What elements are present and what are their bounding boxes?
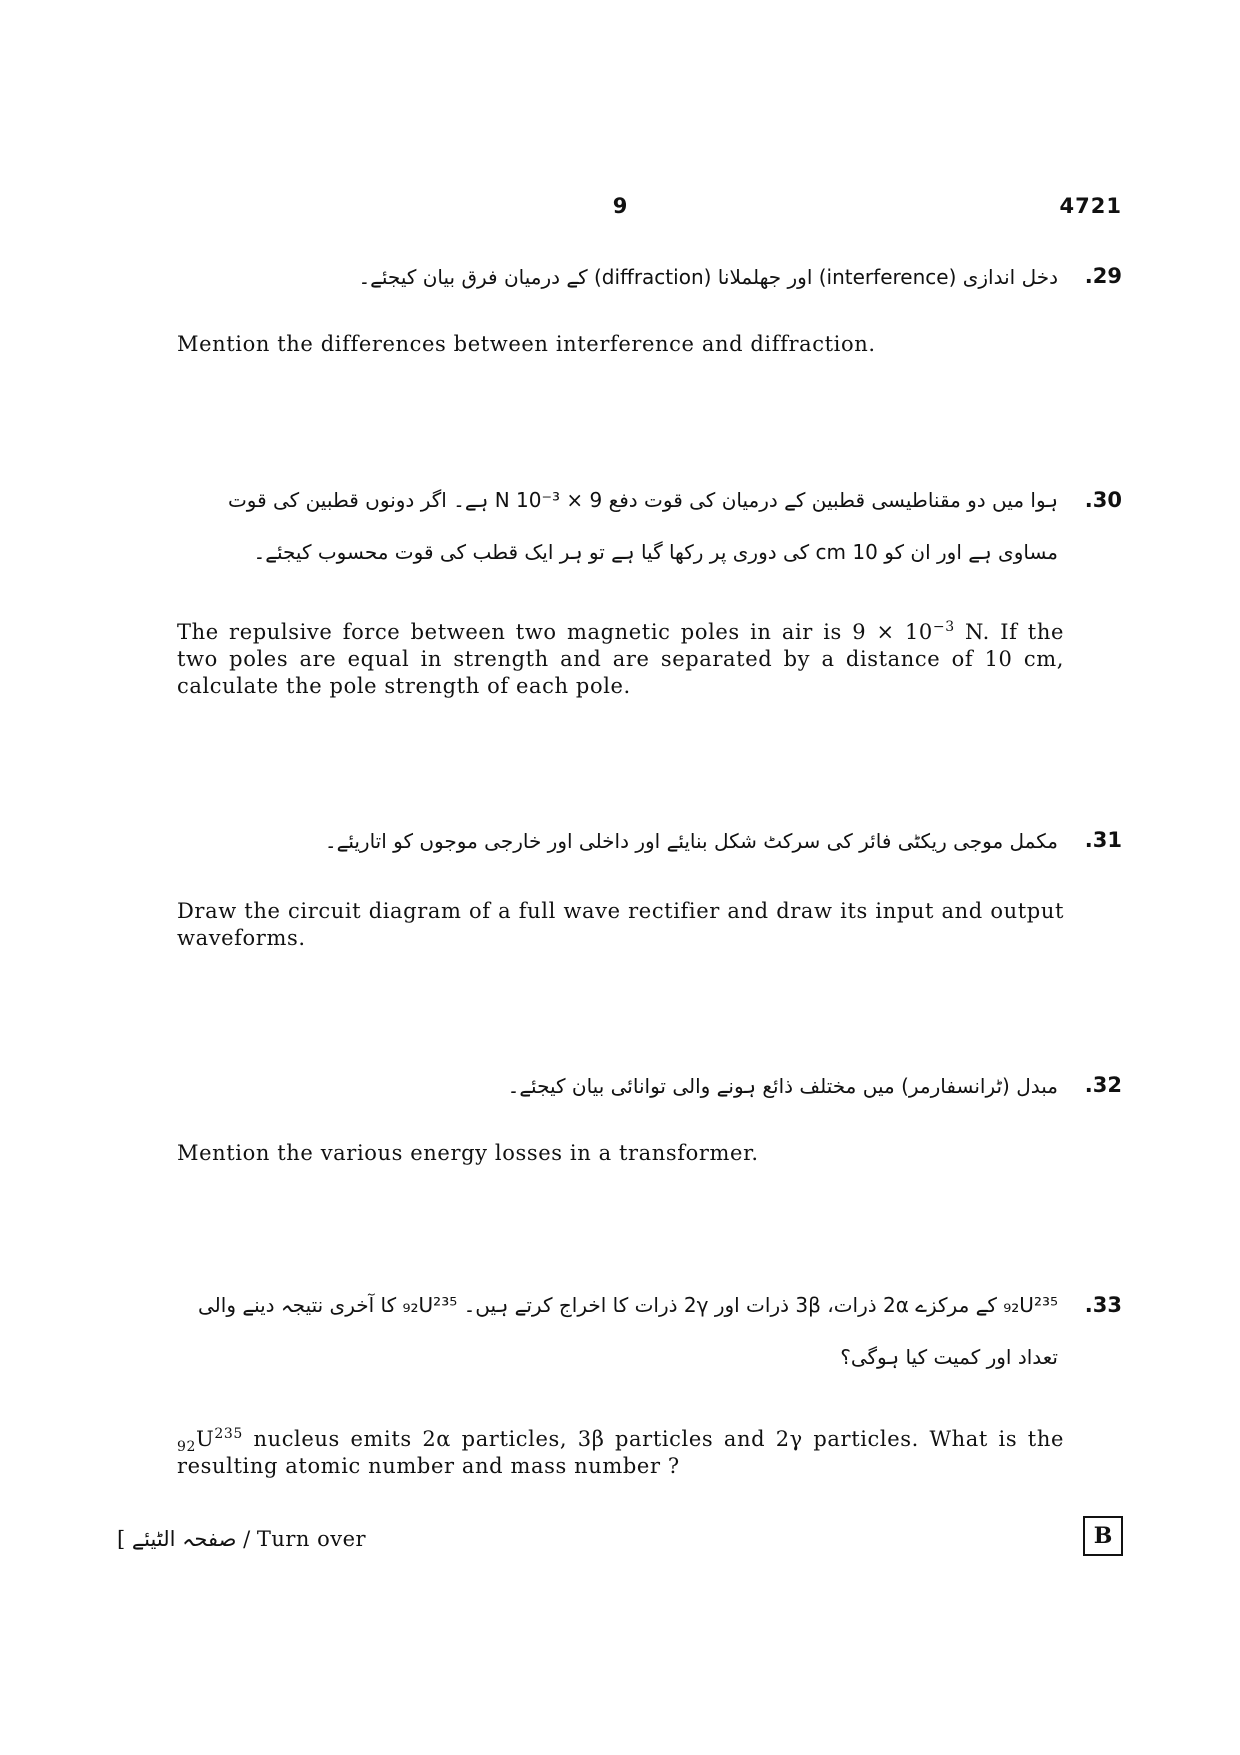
question-33-english-superscript: 235 xyxy=(214,1426,243,1442)
paper-code: 4721 xyxy=(1059,194,1122,218)
question-30-english xyxy=(177,619,1064,700)
question-30-number: .30 xyxy=(1084,488,1122,512)
question-33-english-text: nucleus emits 2α particles, 3β particles and 2γ particles. What is the resulting atomic number and mass number ? xyxy=(177,1427,1064,1478)
turn-over-note: [ صفحہ الٹیئے / Turn over xyxy=(117,1527,367,1551)
question-33-english xyxy=(177,1426,1064,1480)
question-29-number: .29 xyxy=(1084,264,1122,288)
question-31-number: .31 xyxy=(1084,828,1122,852)
question-29-english: Mention the differences between interference and diffraction. xyxy=(177,332,876,356)
question-30-english-part2: N. If the two poles are equal in strength and are separated by a distance of 10 cm, calculate the pole strength of each pole. xyxy=(177,620,1064,698)
question-33-number: .33 xyxy=(1084,1293,1122,1317)
question-31-urdu: مکمل موجی ریکٹی فائر کی سرکٹ شکل بنایئے اور داخلی اور خارجی موجوں کو اتاریئے۔ xyxy=(324,829,1058,853)
question-30-english-part1: The repulsive force between two magnetic poles in air is 9 × 10 xyxy=(177,620,933,644)
question-33-urdu: ₉₂U²³⁵ کے مرکزے 2α ذرات، 3β ذرات اور 2γ ذرات کا اخراج کرتے ہیں۔ ₉₂U²³⁵ کا آخری نتیجہ دینے والی تعداد اور کمیت کیا ہوگی؟ xyxy=(198,1293,1058,1369)
question-30-english-exponent: −3 xyxy=(932,619,955,635)
question-33-english-symbol: U xyxy=(196,1427,215,1451)
question-33-english-subscript: 92 xyxy=(177,1439,197,1456)
question-30-urdu: ہوا میں دو مقناطیسی قطبین کے درمیان کی قوت دفع N 10⁻³ × 9 ہے۔ اگر دونوں قطبین کی قوت مساوی ہے اور ان کو 10 cm کی دوری پر رکھا گیا ہے تو ہر ایک قطب کی قوت محسوب کیجئے۔ xyxy=(227,488,1058,564)
question-32-number: .32 xyxy=(1084,1073,1122,1097)
set-code-box: B xyxy=(1083,1516,1123,1556)
question-29-urdu: دخل اندازی (interference) اور جھلملانا (diffraction) کے درمیان فرق بیان کیجئے۔ xyxy=(358,265,1058,289)
question-31-english: Draw the circuit diagram of a full wave rectifier and draw its input and output waveforms. xyxy=(177,899,1064,950)
page-number: 9 xyxy=(612,194,628,218)
question-32-urdu: مبدل (ٹرانسفارمر) میں مختلف ذائع ہونے والی توانائی بیان کیجئے۔ xyxy=(507,1074,1058,1098)
question-32-english: Mention the various energy losses in a transformer. xyxy=(177,1141,759,1165)
